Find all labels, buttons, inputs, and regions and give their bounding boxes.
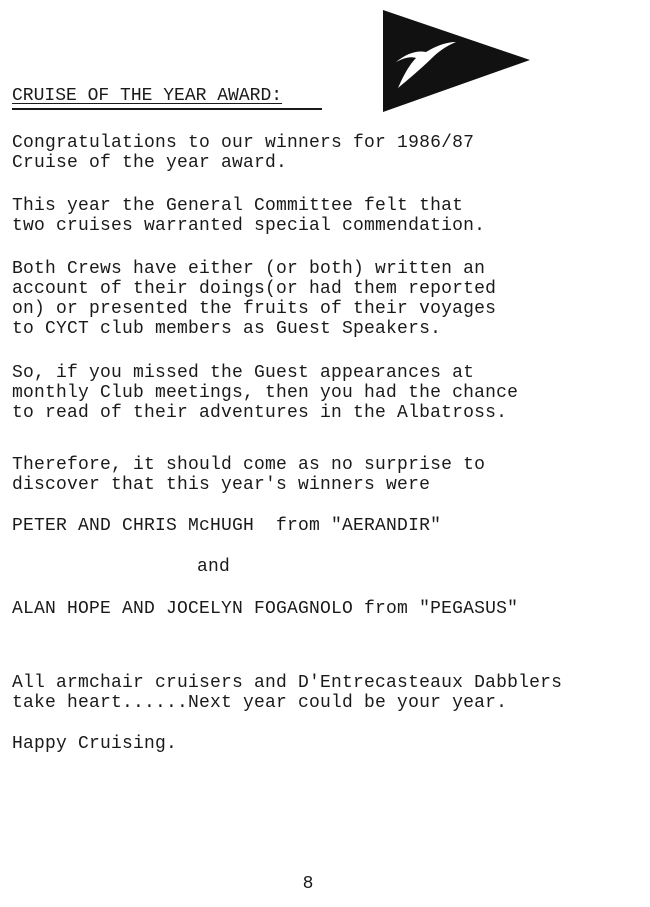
text-line: Therefore, it should come as no surprise to (12, 455, 486, 475)
signoff: Happy Cruising. (12, 734, 178, 754)
text-line: discover that this year's winners were (12, 475, 431, 495)
text-line: on) or presented the fruits of their voyages (12, 299, 497, 319)
title-underline (12, 108, 322, 110)
text-line: account of their doings(or had them reported (12, 279, 497, 299)
text-line: This year the General Committee felt that (12, 196, 464, 216)
text-line: Both Crews have either (or both) written an (12, 259, 486, 279)
text-line: monthly Club meetings, then you had the chance (12, 383, 519, 403)
text-line: So, if you missed the Guest appearances at (12, 363, 475, 383)
text-line: All armchair cruisers and D'Entrecasteaux Dabblers (12, 673, 563, 693)
text-line: two cruises warranted special commendation. (12, 216, 486, 236)
winner-line: ALAN HOPE AND JOCELYN FOGAGNOLO from "PEGASUS" (12, 599, 519, 619)
text-line: to read of their adventures in the Albatross. (12, 403, 508, 423)
albatross-pennant-icon (380, 8, 532, 114)
page-title: CRUISE OF THE YEAR AWARD: (12, 86, 283, 106)
page-number: 8 (302, 874, 314, 894)
text-line: Congratulations to our winners for 1986/87 (12, 133, 475, 153)
text-line: to CYCT club members as Guest Speakers. (12, 319, 442, 339)
winner-connector: and (197, 557, 231, 577)
winner-line: PETER AND CHRIS McHUGH from "AERANDIR" (12, 516, 442, 536)
text-line: take heart......Next year could be your year. (12, 693, 508, 713)
text-line: Cruise of the year award. (12, 153, 288, 173)
